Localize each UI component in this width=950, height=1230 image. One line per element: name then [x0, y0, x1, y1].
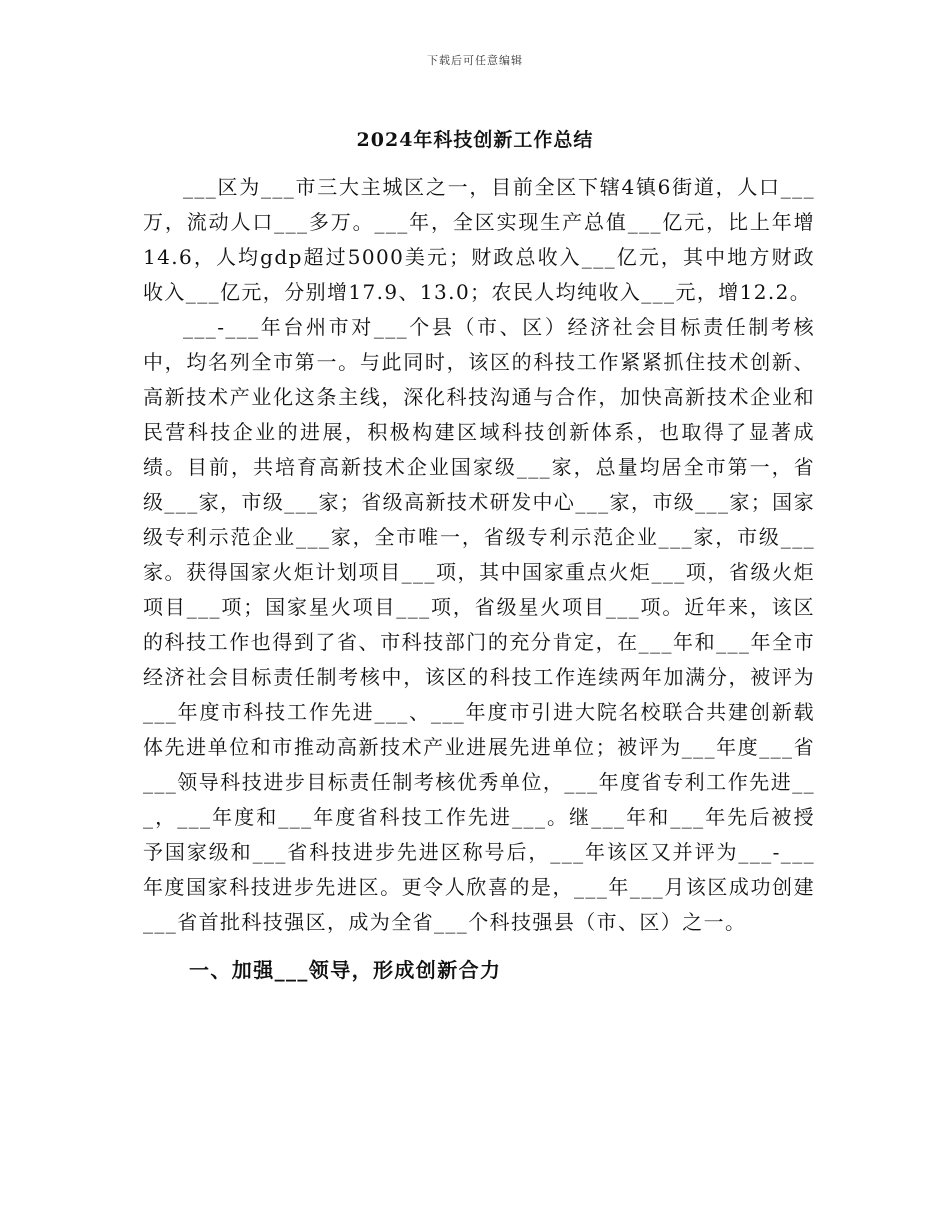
page-header-note: 下载后可任意编辑 — [427, 54, 523, 67]
section-heading-1: 一、加强___领导，形成创新合力 — [189, 958, 502, 982]
paragraph-intro: ___区为___市三大主城区之一，目前全区下辖4镇6街道，人口___万，流动人口___多万。___年，全区实现生产总值___亿元，比上年增14.6，人均gdp超过5000美元；财政总收入___亿元，其中地方财政收入___亿元，分别增17.9、13.0；农民人均纯收入___元，增12.2。 — [143, 175, 815, 304]
document-title: 2024年科技创新工作总结 — [356, 129, 594, 151]
paragraph-achievements: ___-___年台州市对___个县（市、区）经济社会目标责任制考核中，均名列全市第一。与此同时，该区的科技工作紧紧抓住技术创新、高新技术产业化这条主线，深化科技沟通与合作，加快高新技术企业和民营科技企业的进展，积极构建区域科技创新体系，也取得了显著成绩。目前，共培育高新技术企业国家级___家，总量均居全市第一，省级___家，市级___家；省级高新技术研发中心___家，市级___家；国家级专利示范企业___家，全市唯一，省级专利示范企业___家，市级___家。获得国家火炬计划项目___项，其中国家重点火炬___项，省级火炬项目___项；国家星火项目___项，省级星火项目___项。近年来，该区的科技工作也得到了省、市科技部门的充分肯定，在___年和___年全市经济社会目标责任制考核中，该区的科技工作连续两年加满分，被评为___年度市科技工作先进___、___年度市引进大院名校联合共建创新载体先进单位和市推动高新技术产业进展先进单位；被评为___年度___省___领导科技进步目标责任制考核优秀单位，___年度省专利工作先进___，___年度和___年度省科技工作先进___。继___年和___年先后被授予国家级和___省科技进步先进区称号后，___年该区又并评为___-___年度国家科技进步先进区。更令人欣喜的是，___年___月该区成功创建___省首批科技强区，成为全省___个科技强县（市、区）之一。 — [143, 315, 815, 934]
document-body — [143, 170, 815, 988]
